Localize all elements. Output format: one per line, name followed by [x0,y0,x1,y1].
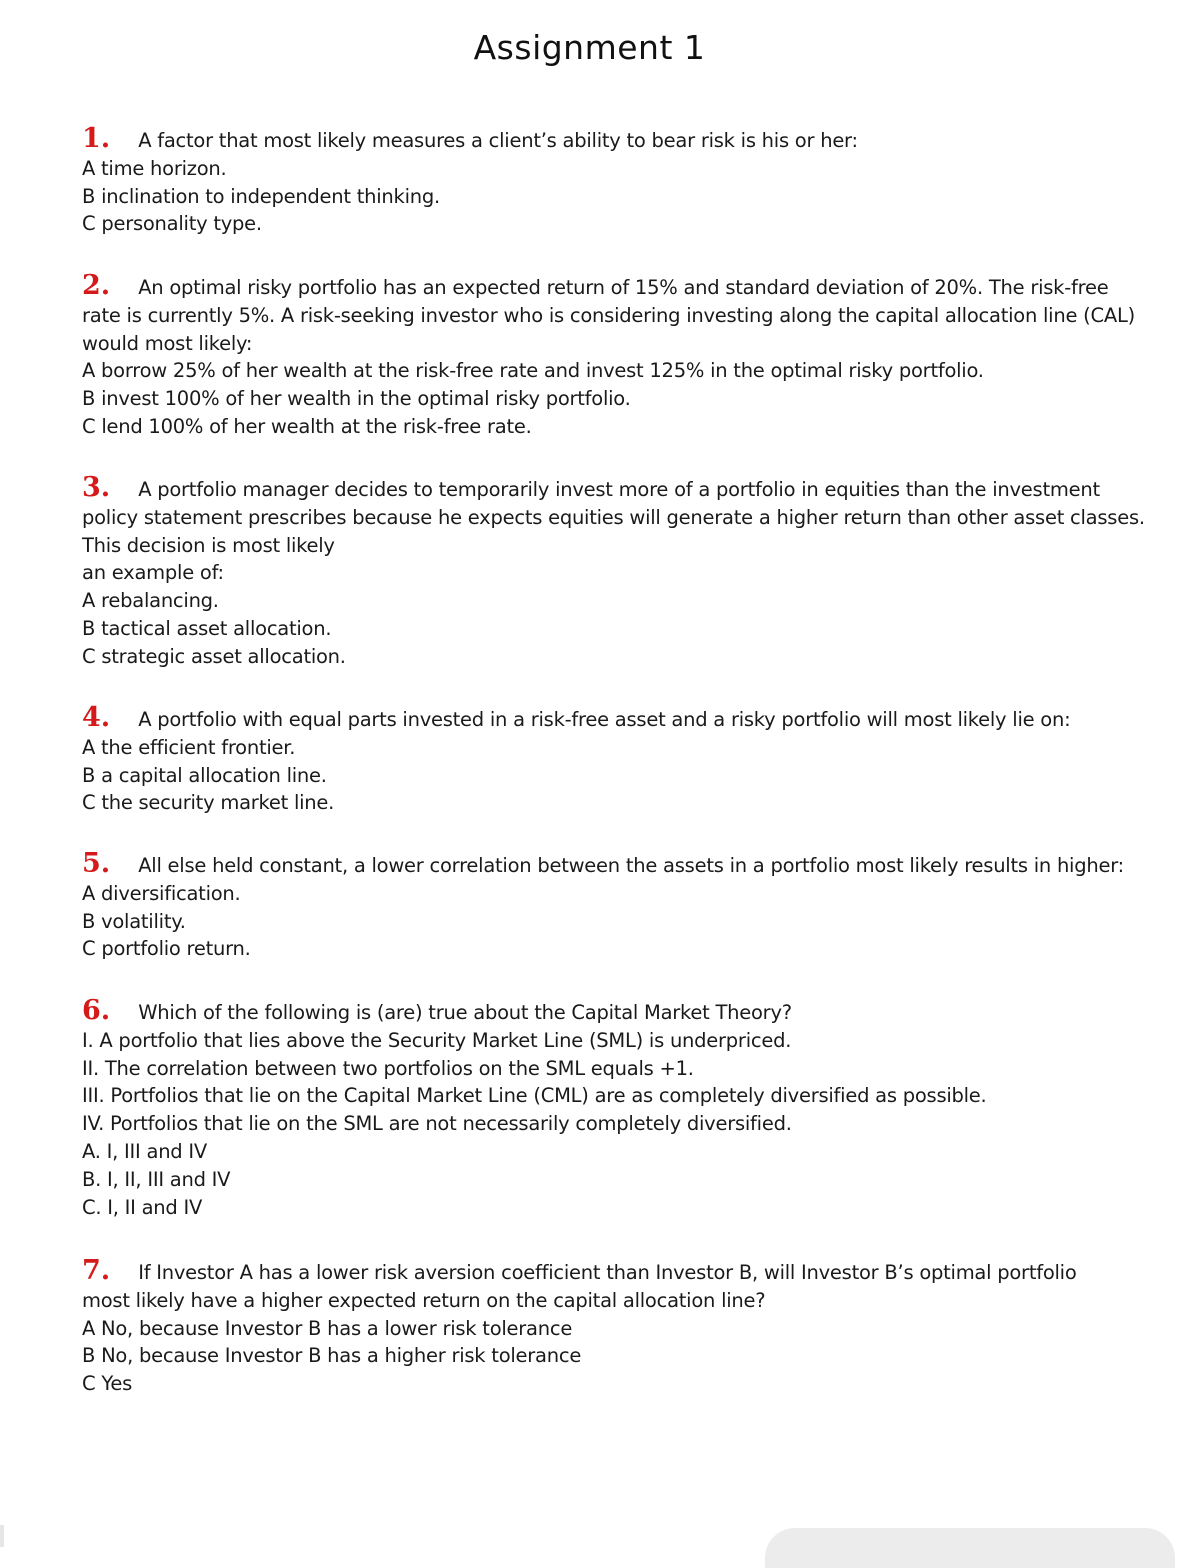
question-stem [82,125,1142,155]
question-text: If Investor A has a lower risk aversion coefficient than Investor B, will Investor B’s optimal portfolio [138,1261,1077,1284]
question-text: most likely have a higher expected return on the capital allocation line? [82,1288,766,1312]
question-number: 6. [82,995,111,1026]
question-stem [82,1257,1142,1287]
question-number: 3. [82,472,111,503]
answer-option: A the efficient frontier. [82,735,296,759]
question-1 [82,125,1142,238]
answer-option: B tactical asset allocation. [82,616,332,640]
question-number: 5. [82,848,111,879]
question-6 [82,997,1142,1221]
question-text: An optimal risky portfolio has an expected return of 15% and standard deviation of 20%. The risk-free [138,276,1109,299]
answer-option: C strategic asset allocation. [82,644,346,668]
question-7 [82,1257,1142,1398]
question-text: rate is currently 5%. A risk-seeking investor who is considering investing along the capital allocation line (CAL) [82,303,1135,327]
answer-option: A time horizon. [82,156,227,180]
question-text: A portfolio with equal parts invested in a risk-free asset and a risky portfolio will most likely lie on: [138,708,1071,731]
answer-option: C lend 100% of her wealth at the risk-free rate. [82,414,532,438]
statement: I. A portfolio that lies above the Security Market Line (SML) is underpriced. [82,1028,792,1052]
answer-option: A diversification. [82,881,241,905]
answer-option: B invest 100% of her wealth in the optimal risky portfolio. [82,387,631,411]
question-text: A portfolio manager decides to temporarily invest more of a portfolio in equities than the investment [138,478,1100,501]
left-edge-shadow [0,1525,4,1547]
question-stem [82,704,1142,734]
bottom-toolbar-edge [765,1528,1175,1568]
answer-option: A No, because Investor B has a lower risk tolerance [82,1316,573,1340]
answer-option: C Yes [82,1372,133,1396]
statement: II. The correlation between two portfolios on the SML equals +1. [82,1056,694,1080]
question-stem [82,272,1142,302]
answer-option: C personality type. [82,212,262,236]
question-number: 7. [82,1255,111,1286]
question-number: 1. [82,123,111,154]
question-number: 4. [82,702,111,733]
question-number: 2. [82,270,111,301]
question-text: Which of the following is (are) true about the Capital Market Theory? [138,1001,792,1024]
answer-option: A borrow 25% of her wealth at the risk-free rate and invest 125% in the optimal risky portfolio. [82,359,984,383]
answer-option: B. I, II, III and IV [82,1167,231,1191]
question-3 [82,472,1145,671]
question-2 [82,272,1142,441]
question-text: an example of: [82,561,224,585]
answer-option: B a capital allocation line. [82,763,327,787]
page-title: Assignment 1 [473,28,706,67]
statement: III. Portfolios that lie on the Capital Market Line (CML) are as completely diversified as possible. [82,1084,987,1108]
question-text: policy statement prescribes because he expects equities will generate a higher return than other asset classes. [82,505,1145,529]
answer-option: B inclination to independent thinking. [82,184,440,208]
answer-option: A rebalancing. [82,589,219,613]
answer-option: C. I, II and IV [82,1195,203,1219]
question-text: A factor that most likely measures a client’s ability to bear risk is his or her: [138,129,858,152]
answer-option: B volatility. [82,909,186,933]
question-text: would most likely: [82,331,253,355]
question-stem [82,997,1142,1027]
answer-option: B No, because Investor B has a higher risk tolerance [82,1344,582,1368]
answer-option: C the security market line. [82,791,335,815]
question-text: This decision is most likely [82,533,335,557]
question-text: All else held constant, a lower correlation between the assets in a portfolio most likely results in higher: [138,854,1124,877]
question-5 [82,850,1142,963]
statement: IV. Portfolios that lie on the SML are not necessarily completely diversified. [82,1112,792,1136]
answer-option: A. I, III and IV [82,1139,207,1163]
answer-option: C portfolio return. [82,937,251,961]
question-stem [82,474,1142,504]
question-stem [82,850,1142,880]
question-4 [82,704,1142,817]
